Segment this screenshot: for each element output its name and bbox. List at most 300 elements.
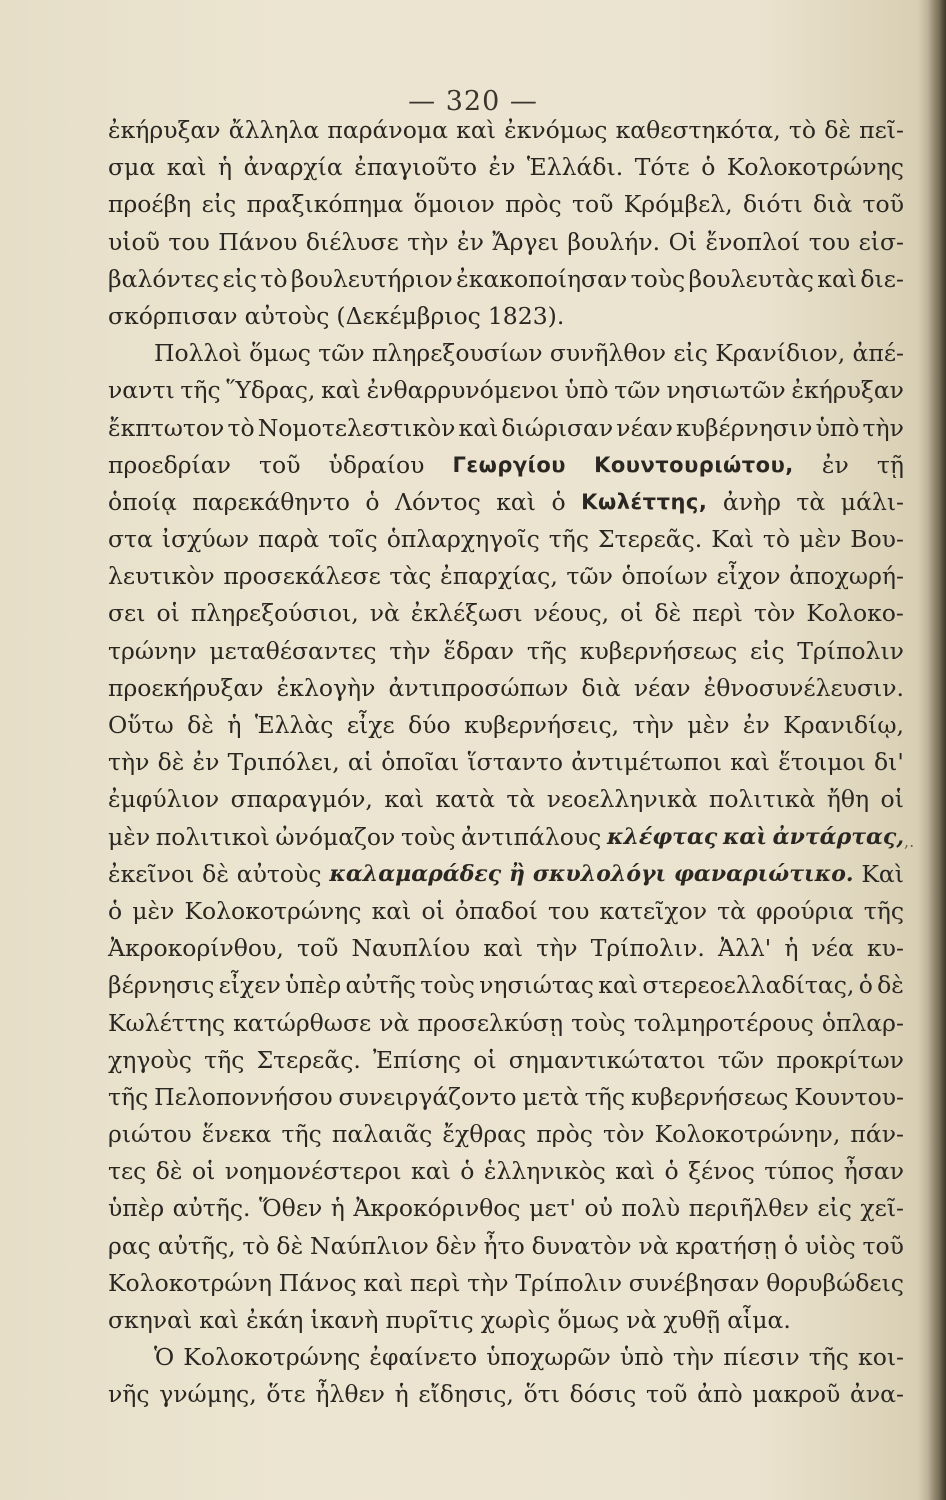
- word: τῆς: [180, 376, 221, 405]
- word: καὶ: [199, 1306, 240, 1334]
- word: ἡ: [394, 1380, 409, 1409]
- word: κυβερνήσεως: [630, 1082, 789, 1111]
- word: ἐκνόμως: [504, 116, 608, 144]
- word: εἰς: [673, 339, 708, 368]
- word: Τρίπολιν.: [590, 934, 705, 963]
- text-line: [108, 819, 904, 856]
- word: καὶ: [371, 896, 412, 925]
- word: ἐνθαρρυνόμενοι: [366, 376, 559, 405]
- word: πολὺ: [621, 1194, 681, 1223]
- word: νέα: [811, 934, 854, 963]
- word: νὰ: [369, 599, 400, 628]
- word: δὲ: [157, 748, 185, 777]
- text-line: [108, 1265, 904, 1302]
- text-line: [108, 1153, 904, 1190]
- word: οἱ: [620, 599, 644, 628]
- word: σημαντικώτατοι: [508, 1045, 706, 1074]
- margin-mark: ,.: [904, 832, 915, 851]
- word: ἐπαγιοῦτο: [354, 153, 478, 182]
- word: Οὕτω: [108, 711, 174, 739]
- word: μὲν: [687, 711, 730, 739]
- word: ὑπὸ: [564, 376, 609, 405]
- word: ὑπὲρ: [285, 971, 342, 1000]
- word: τοῦ: [259, 450, 301, 479]
- word: τοὺς: [420, 971, 475, 1000]
- word: τὸν: [603, 1120, 645, 1149]
- word: Πολλοὶ: [154, 339, 242, 368]
- word: χεῖ-: [860, 1194, 904, 1223]
- word: Ἑλλάδι.: [526, 153, 624, 182]
- word: δὲ: [654, 599, 682, 628]
- text-line: [108, 298, 904, 335]
- word: ἄλληλα: [228, 116, 320, 144]
- word: αἱ: [347, 748, 374, 777]
- body-text: [108, 112, 904, 1414]
- word: κυβέρνησιν: [676, 413, 813, 442]
- word: πεῖ-: [859, 116, 904, 144]
- word: δὲ: [877, 971, 904, 1000]
- word: τὸ: [762, 525, 791, 554]
- word: σμα: [108, 153, 156, 182]
- word: Νομοτελεστικὸν: [257, 413, 456, 442]
- word: λευτικὸν: [108, 562, 215, 591]
- word: ἦτο: [483, 1231, 525, 1260]
- word: σει: [108, 599, 146, 628]
- word: υἱὸς: [804, 1231, 856, 1260]
- text-line: [108, 1339, 904, 1376]
- word: τὴν: [536, 934, 578, 963]
- word: τῶν: [566, 562, 613, 591]
- text-line: [108, 484, 904, 521]
- word: τὰ: [506, 785, 536, 814]
- word: ἐκλέξωσι: [410, 599, 523, 628]
- word: νεοελληνικὰ: [546, 785, 698, 814]
- word: διὰ: [581, 673, 621, 702]
- word: Τρίπολιν: [797, 636, 904, 665]
- word: τὰς: [389, 562, 432, 591]
- word: Καὶ: [711, 525, 754, 554]
- word: Ἄργει: [492, 227, 559, 256]
- word: προσελκύσῃ: [417, 1008, 564, 1037]
- word: σπαραγμόν,: [230, 785, 373, 814]
- word: ἀναρχία: [243, 153, 343, 182]
- word: οὐ: [584, 1194, 613, 1223]
- word: διὰ: [813, 190, 853, 219]
- word: δυνατὸν: [531, 1231, 632, 1260]
- word: εἰς: [201, 190, 237, 219]
- word: διότι: [742, 190, 803, 219]
- word: προσεκάλεσε: [223, 562, 381, 591]
- word: ἡ: [227, 711, 242, 739]
- word: Τότε: [634, 153, 690, 182]
- word: τῆς: [584, 1082, 626, 1111]
- text-line: [108, 967, 904, 1004]
- word: σκυλολόγι: [532, 860, 667, 887]
- word: Κολοκοτρώνης: [726, 153, 904, 182]
- word: κατεῖχον: [599, 896, 708, 925]
- word: δόσις: [569, 1380, 637, 1409]
- word: κυ-: [866, 934, 904, 963]
- word: ὠνόμαζον: [275, 822, 396, 851]
- word: του: [168, 227, 210, 256]
- word: τῶν: [614, 376, 661, 405]
- word: Ἀλλ': [717, 934, 772, 963]
- word: τῇ: [876, 450, 904, 479]
- word: προεκήρυξαν: [108, 673, 264, 702]
- word: εἰς: [222, 264, 258, 293]
- word: νέους,: [533, 599, 610, 628]
- word: τολμηροτέρους: [633, 1008, 814, 1037]
- word: τὸ: [242, 1231, 270, 1260]
- text-line: [108, 707, 904, 744]
- word: ὁποίᾳ: [108, 487, 177, 516]
- word: τὰ: [796, 487, 826, 516]
- text-line: [108, 856, 904, 893]
- word: δὲ: [824, 116, 851, 144]
- word: αὐτῆς.: [172, 1194, 251, 1223]
- word: εἶχεν: [218, 971, 281, 1000]
- word: καὶ: [456, 116, 496, 144]
- word: ρας: [108, 1231, 151, 1260]
- word: χωρὶς: [480, 1306, 551, 1334]
- word: μὲν: [108, 822, 151, 851]
- word: ἐν: [192, 748, 220, 777]
- text-line: [108, 744, 904, 781]
- word: ὁ: [664, 1157, 679, 1186]
- text-line: [108, 893, 904, 930]
- word: ὑπὸ: [619, 1343, 664, 1372]
- word: Κολοκοτρώνην,: [654, 1120, 841, 1149]
- word: καὶ: [496, 487, 537, 516]
- text-line: [108, 186, 904, 223]
- word: ἐν: [742, 711, 770, 739]
- word: βέρνησις: [108, 971, 215, 1000]
- word: δὲ: [155, 1157, 183, 1186]
- word: καὶ: [483, 934, 524, 963]
- word: βουλευτήριον: [290, 264, 453, 293]
- text-line: [108, 781, 904, 818]
- word: μὲν: [132, 896, 175, 925]
- word: προκρίτων: [776, 1045, 904, 1074]
- word: Ὅθεν: [259, 1194, 323, 1223]
- word: ἐν: [488, 153, 516, 182]
- word: ὁ: [783, 1231, 799, 1260]
- word: κατὰ: [435, 785, 495, 814]
- word: τοὺς: [630, 264, 686, 293]
- word: ὅτι: [523, 1380, 560, 1409]
- word: ὁ: [701, 153, 716, 182]
- word: ὅμως: [249, 339, 311, 368]
- word: καὶ: [363, 1268, 404, 1297]
- word: Κολοκοτρώνης: [184, 896, 362, 925]
- word: ὁ: [460, 1157, 475, 1186]
- word: παρὰ: [258, 525, 320, 554]
- word: νὰ: [626, 1306, 657, 1334]
- word: μετὰ: [522, 1082, 579, 1111]
- text-line: [108, 372, 904, 409]
- word: ὁ: [365, 487, 380, 516]
- word: ριώτου: [108, 1120, 192, 1149]
- word: οἱ: [156, 599, 180, 628]
- word: ἦσαν: [843, 1157, 904, 1186]
- word: νοημονέστεροι: [224, 1157, 402, 1186]
- word: πρὸς: [536, 1120, 593, 1149]
- word: Κουντουριώτου,: [594, 452, 794, 477]
- text-line: [108, 1079, 904, 1116]
- word: ὀπαδοί: [454, 896, 538, 925]
- word: συνῆλθον: [549, 339, 666, 368]
- word: ἐκήρυξαν: [108, 116, 221, 144]
- word: καὶ: [730, 748, 771, 777]
- word: σκηναὶ: [108, 1306, 193, 1334]
- text-line: [108, 112, 904, 149]
- word: υἱοῦ: [108, 227, 160, 256]
- word: τοῦ: [862, 190, 904, 219]
- book-spine-shadow: [928, 0, 946, 1500]
- text-line: [108, 1116, 904, 1153]
- word: κρατήσῃ: [675, 1231, 778, 1260]
- page-number: — 320 —: [408, 86, 538, 117]
- text-line: [108, 521, 904, 558]
- word: καὶ: [384, 785, 425, 814]
- word: τὴν: [407, 227, 449, 256]
- word: Πάνος: [278, 1268, 357, 1297]
- text-line: [108, 149, 904, 186]
- word: πίεσιν: [723, 1343, 800, 1372]
- word: οἱ: [880, 785, 904, 814]
- word: τοὺς: [400, 822, 456, 851]
- word: τῆς: [548, 525, 589, 554]
- word: ἀντιπάλους: [461, 822, 602, 851]
- word: οἱ: [421, 896, 445, 925]
- word: τὴν: [389, 636, 431, 665]
- word: ἀντιμέτωποι: [571, 748, 723, 777]
- word: (Δεκέμβριος: [336, 301, 481, 330]
- word: Τριπόλει,: [227, 748, 340, 777]
- word: καὶ: [321, 376, 361, 405]
- word: ὁπλαρχηγοῖς: [386, 525, 540, 554]
- word: αἷμα.: [727, 1306, 791, 1334]
- word: ἐκεῖνοι: [108, 859, 195, 888]
- word: εἰς: [749, 636, 785, 665]
- word: τες: [108, 1157, 147, 1186]
- word: ἐκλογὴν: [276, 673, 376, 702]
- word: κλέφτας: [606, 823, 718, 850]
- word: ἤθη: [826, 785, 870, 814]
- word: περὶ: [692, 599, 743, 628]
- word: Ναύπλιον: [310, 1231, 429, 1260]
- word: τοὺς: [571, 1008, 626, 1037]
- word: Κρανίδιον,: [715, 339, 846, 368]
- word: Στερεᾶς.: [256, 1045, 361, 1074]
- word: νησιωτῶν: [666, 376, 786, 405]
- word: πληρεξουσίων: [371, 339, 543, 368]
- word: χηγοὺς: [108, 1045, 192, 1074]
- word: τοῦ: [862, 1231, 904, 1260]
- word: ἀποχωρή-: [789, 562, 904, 591]
- word: πολιτικὰ: [708, 785, 816, 814]
- word: αὐτῆς,: [157, 1231, 236, 1260]
- word: ὑποχωρῶν: [486, 1343, 611, 1372]
- word: του: [547, 896, 590, 925]
- word: τὴν: [108, 748, 150, 777]
- word: παράνομα: [327, 116, 448, 144]
- word: τὸ: [788, 116, 817, 144]
- word: ὑπὲρ: [108, 1194, 165, 1223]
- word: ἐφαίνετο: [369, 1343, 478, 1372]
- word: δὲ: [187, 711, 214, 739]
- word: Κολοκο-: [806, 599, 904, 628]
- text-line: [108, 410, 904, 447]
- word: τῆς: [281, 1120, 322, 1149]
- word: ἐν: [821, 450, 849, 479]
- word: ἔκπτωτον: [108, 413, 225, 442]
- word: ἀπὸ: [697, 1380, 743, 1409]
- word: ἰσχύων: [161, 525, 250, 554]
- word: ὁποῖαι: [381, 748, 460, 777]
- word: πληρεξούσιοι,: [190, 599, 359, 628]
- word: μετ': [529, 1194, 576, 1223]
- word: Στερεᾶς.: [598, 525, 703, 554]
- word: δὲ: [202, 859, 229, 888]
- word: πρὸς: [505, 190, 562, 219]
- word: ἀνα-: [850, 1380, 904, 1409]
- word: ἀντάρτας,: [772, 823, 904, 850]
- word: νῆς: [108, 1380, 150, 1409]
- word: ὁποίων: [621, 562, 708, 591]
- word: ἕνεκα: [201, 1120, 272, 1149]
- word: Πελοποννήσου: [154, 1082, 333, 1111]
- word: μεταθέσαντες: [209, 636, 377, 665]
- word: ἐκακοποίησαν: [456, 264, 628, 293]
- word: Κρανιδίῳ,: [783, 711, 904, 739]
- word: ἀπέ-: [852, 339, 904, 368]
- word: μακροῦ: [752, 1380, 841, 1409]
- word: τὸ: [260, 264, 288, 293]
- word: Γεωργίου: [452, 452, 566, 477]
- word: Καὶ: [861, 859, 904, 888]
- word: κατώρθωσε: [233, 1008, 372, 1037]
- word: Οἱ: [668, 227, 698, 256]
- word: καὶ: [458, 413, 499, 442]
- word: αὐτῆς: [345, 971, 416, 1000]
- word: προέβη: [108, 190, 192, 219]
- word: ὁ: [551, 487, 566, 516]
- word: παλαιᾶς: [331, 1120, 433, 1149]
- word: διε-: [860, 264, 904, 293]
- word: ἡ: [217, 153, 233, 182]
- word: Κρόμβελ,: [623, 190, 733, 219]
- word: τὰ: [717, 896, 746, 925]
- word: τοῦ: [296, 934, 339, 963]
- word: ἔνοπλοί: [705, 227, 801, 256]
- word: ἐμφύλιον: [108, 785, 220, 814]
- word: Ἐπίσης: [373, 1045, 462, 1074]
- word: τῆς: [526, 636, 568, 665]
- word: ὑπὸ: [815, 413, 860, 442]
- word: στερεοελλαδίτας,: [642, 971, 855, 1000]
- word: διώρισαν: [501, 413, 614, 442]
- word: ἢ: [509, 860, 525, 887]
- word: διέλυσε: [305, 227, 399, 256]
- word: τῆς: [863, 896, 904, 925]
- word: κυβερνήσεις,: [464, 711, 620, 739]
- word: δι': [874, 748, 904, 777]
- word: ἕτοιμοι: [778, 748, 866, 777]
- text-line: [108, 447, 904, 484]
- word: προεδρίαν: [108, 450, 231, 479]
- word: βουλήν.: [567, 227, 661, 256]
- word: στα: [108, 525, 153, 554]
- word: περιῆλθεν: [688, 1194, 809, 1223]
- word: Κολοκοτρώνης: [183, 1343, 361, 1372]
- word: καὶ: [411, 1157, 451, 1186]
- word: Πάνου: [218, 227, 298, 256]
- word: δὲ: [276, 1231, 304, 1260]
- word: εἰσ-: [858, 227, 904, 256]
- text-line: [108, 1302, 904, 1339]
- word: ναντι: [108, 376, 175, 405]
- text-line: [108, 1376, 904, 1413]
- word: Ἀκροκόρινθος: [353, 1194, 521, 1223]
- word: εἰς: [817, 1194, 852, 1223]
- word: ἐκήρυξαν: [791, 376, 904, 405]
- word: θορυβώδεις: [766, 1268, 904, 1297]
- word: νησιώτας: [479, 971, 594, 1000]
- word: εἴδησις,: [418, 1380, 514, 1409]
- word: αὐτοὺς: [244, 301, 330, 330]
- word: ἦλθεν: [315, 1380, 385, 1409]
- word: οἱ: [473, 1045, 497, 1074]
- word: ἐκάη: [246, 1306, 304, 1334]
- word: Ναυπλίου: [351, 934, 471, 963]
- word: σκόρπισαν: [108, 301, 238, 330]
- text-line: [108, 224, 904, 261]
- word: Ὕδρας,: [226, 376, 316, 405]
- word: Βου-: [850, 525, 904, 554]
- word: νέαν: [616, 413, 673, 442]
- word: ἡ: [330, 1194, 345, 1223]
- word: χυθῇ: [663, 1306, 721, 1334]
- word: νέαν: [633, 673, 691, 702]
- word: ἀντιπροσώπων: [388, 673, 569, 702]
- word: Ἑλλὰς: [254, 711, 334, 739]
- word: Ὁ: [154, 1343, 175, 1372]
- text-line: [108, 595, 904, 632]
- word: τύπος: [764, 1157, 835, 1186]
- word: καθεστηκότα,: [615, 116, 781, 144]
- text-line: [108, 1005, 904, 1042]
- word: ὁ: [108, 896, 123, 925]
- word: περὶ: [409, 1268, 461, 1297]
- word: νὰ: [638, 1231, 669, 1260]
- word: οἱ: [191, 1157, 216, 1186]
- word: ἐθνοσυνέλευσιν.: [703, 673, 904, 702]
- word: πολιτικοὶ: [155, 822, 270, 851]
- word: γνώμης,: [159, 1380, 257, 1409]
- word: τοῦ: [646, 1380, 688, 1409]
- word: ἵσταντο: [467, 748, 564, 777]
- word: Κωλέττης,: [581, 489, 708, 514]
- word: τὴν: [467, 1268, 509, 1297]
- word: τῆς: [108, 1082, 149, 1111]
- text-line: [108, 930, 904, 967]
- text-line: [108, 1228, 904, 1265]
- word: δὲν: [435, 1231, 477, 1260]
- word: καὶ: [598, 971, 639, 1000]
- word: τρώνην: [108, 636, 197, 665]
- text-line: [108, 558, 904, 595]
